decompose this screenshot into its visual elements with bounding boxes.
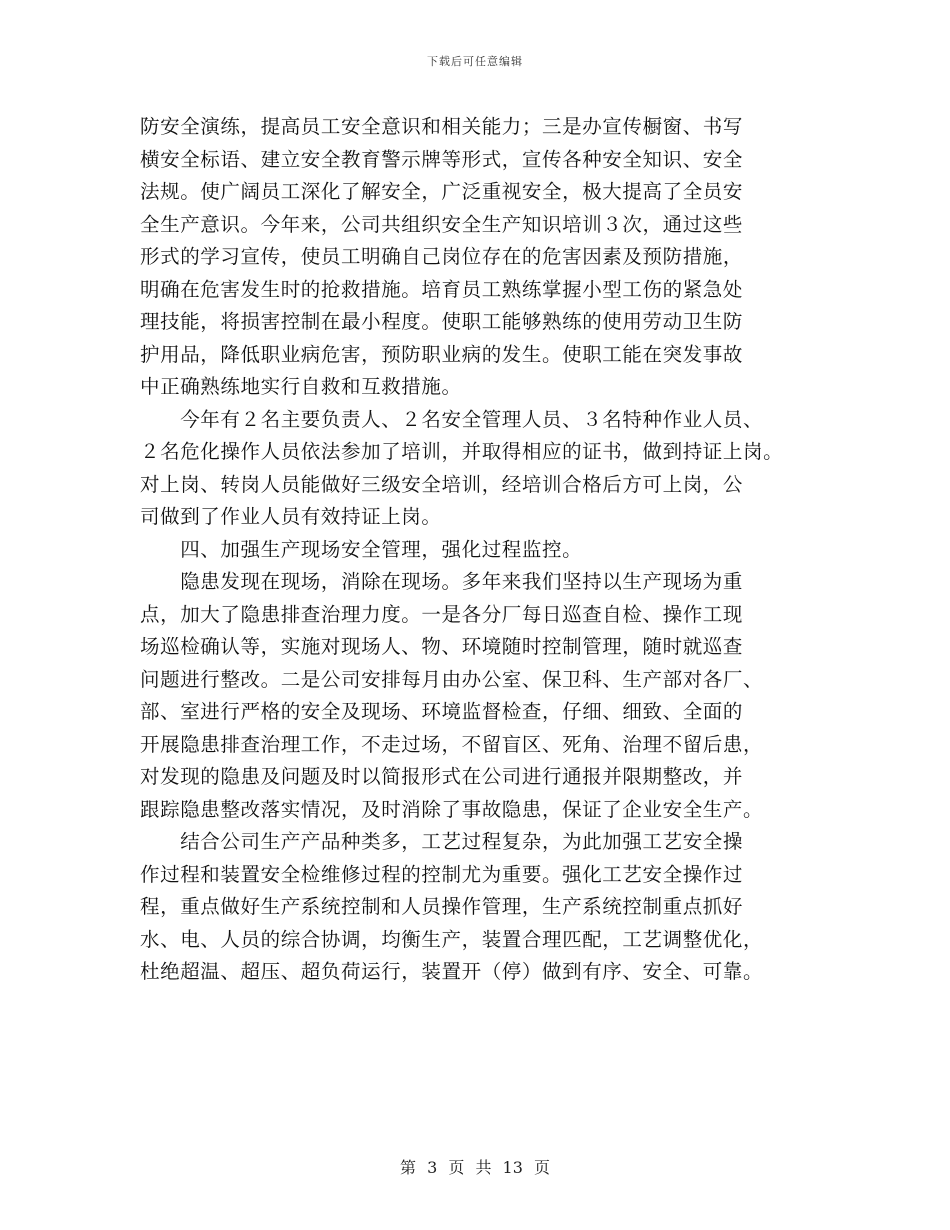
text-line: 部、室进行严格的安全及现场、环境监督检查，仔细、细致、全面的 [140, 700, 744, 723]
text-line: 程，重点做好生产系统控制和人员操作管理，生产系统控制重点抓好 [140, 895, 744, 918]
text-line: 中正确熟练地实行自救和互救措施。 [140, 375, 462, 398]
document-body [140, 111, 840, 989]
text-line: 杜绝超温、超压、超负荷运行，装置开（停）做到有序、安全、可靠。 [140, 960, 764, 983]
text-line: 隐患发现在现场，消除在现场。多年来我们坚持以生产现场为重 [140, 570, 744, 593]
text-line: 点，加大了隐患排查治理力度。一是各分厂每日巡查自检、操作工现 [140, 602, 744, 626]
text-line: 理技能，将损害控制在最小程度。使职工能够熟练的使用劳动卫生防 [140, 310, 744, 333]
text-line: 防安全演练，提高员工安全意识和相关能力；三是办宣传橱窗、书写 [140, 115, 744, 138]
text-line: 明确在危害发生时的抢救措施。培育员工熟练掌握小型工伤的紧急处 [140, 277, 744, 301]
text-line: ２名危化操作人员依法参加了培训，并取得相应的证书，做到持证上岗。 [140, 440, 784, 463]
text-line: 今年有２名主要负责人、２名安全管理人员、３名特种作业人员、 [140, 407, 764, 431]
text-line: 对发现的隐患及问题及时以简报形式在公司进行通报并限期整改，并 [140, 765, 744, 788]
text-line: 作过程和装置安全检维修过程的控制尤为重要。强化工艺安全操作过 [140, 862, 744, 886]
text-line: 对上岗、转岗人员能做好三级安全培训，经培训合格后方可上岗，公 [140, 472, 744, 496]
text-line: 结合公司生产产品种类多，工艺过程复杂，为此加强工艺安全操 [140, 830, 744, 853]
text-line: 横安全标语、建立安全教育警示牌等形式，宣传各种安全知识、安全 [140, 147, 744, 171]
page-header-note: 下载后可任意编辑 [427, 55, 523, 68]
text-line: 全生产意识。今年来，公司共组织安全生产知识培训３次，通过这些 [140, 212, 744, 236]
text-line: 护用品，降低职业病危害，预防职业病的发生。使职工能在突发事故 [140, 342, 744, 366]
text-line: 场巡检确认等，实施对现场人、物、环境随时控制管理，随时就巡查 [140, 635, 744, 658]
text-line: 法规。使广阔员工深化了解安全，广泛重视安全，极大提高了全员安 [140, 180, 744, 203]
text-line: 司做到了作业人员有效持证上岗。 [140, 505, 442, 528]
text-line: 问题进行整改。二是公司安排每月由办公室、保卫科、生产部对各厂、 [140, 667, 764, 691]
page-number: 第 3 页 共 13 页 [400, 1158, 550, 1177]
text-line: 开展隐患排查治理工作，不走过场，不留盲区、死角、治理不留后患， [140, 732, 764, 756]
section-heading: 四、加强生产现场安全管理，强化过程监控。 [140, 537, 583, 561]
text-line: 跟踪隐患整改落实情况，及时消除了事故隐患，保证了企业安全生产。 [140, 797, 764, 821]
text-line: 水、电、人员的综合协调，均衡生产，装置合理匹配，工艺调整优化， [140, 927, 764, 951]
text-line: 形式的学习宣传，使员工明确自己岗位存在的危害因素及预防措施， [140, 245, 744, 268]
